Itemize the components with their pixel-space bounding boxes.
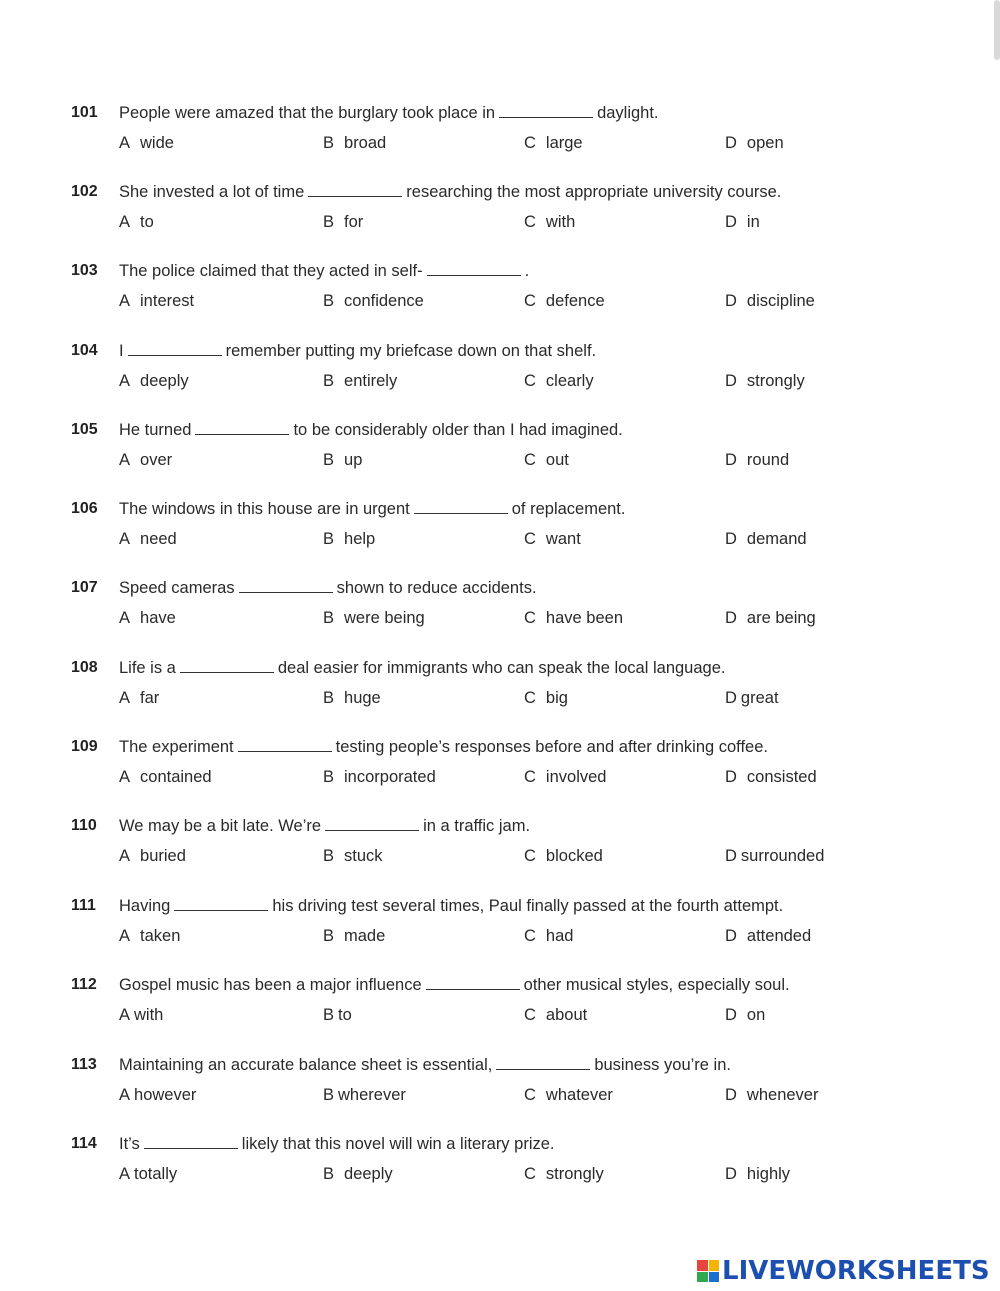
option-letter: B xyxy=(323,768,335,786)
question-105 xyxy=(0,418,1000,478)
option-a[interactable] xyxy=(119,765,212,789)
option-letter: A xyxy=(119,451,131,469)
option-text: whenever xyxy=(746,1086,819,1104)
question-number: 111 xyxy=(71,897,96,914)
question-114 xyxy=(0,1132,1000,1192)
option-c[interactable] xyxy=(524,924,573,948)
option-letter: D xyxy=(725,927,737,945)
option-text: interest xyxy=(140,292,195,310)
answer-blank[interactable] xyxy=(180,658,274,673)
option-text: were being xyxy=(344,609,425,627)
option-text: out xyxy=(545,451,569,469)
option-text: for xyxy=(344,213,364,231)
option-text: far xyxy=(140,689,160,707)
option-letter: A xyxy=(119,292,131,310)
answer-blank[interactable] xyxy=(427,261,521,276)
question-101 xyxy=(0,101,1000,161)
option-letter: D xyxy=(725,1086,737,1104)
logo-square xyxy=(709,1272,720,1283)
option-letter: A xyxy=(119,372,131,390)
question-number: 112 xyxy=(71,976,97,993)
option-text: deeply xyxy=(140,372,189,390)
question-text-after: . xyxy=(524,262,530,280)
option-letter: C xyxy=(524,372,536,390)
option-b[interactable] xyxy=(323,289,424,313)
option-text: made xyxy=(344,927,386,945)
logo-text: LIVEWORKSHEETS xyxy=(722,1256,990,1286)
logo-square xyxy=(697,1272,708,1283)
option-d[interactable] xyxy=(725,844,824,868)
option-text: clearly xyxy=(545,372,594,390)
option-letter: B xyxy=(323,1006,335,1024)
option-a[interactable] xyxy=(119,289,194,313)
question-number: 103 xyxy=(71,262,98,279)
option-text: highly xyxy=(746,1165,791,1183)
question-text xyxy=(119,656,725,680)
question-text-after: his driving test several times, Paul finally passed at the fourth attempt. xyxy=(272,897,784,915)
option-d[interactable] xyxy=(725,448,789,472)
question-number: 104 xyxy=(71,342,98,359)
question-number: 107 xyxy=(71,579,98,596)
question-text-after: daylight. xyxy=(597,104,659,122)
question-text xyxy=(119,1053,731,1077)
question-text xyxy=(119,339,596,363)
option-b[interactable] xyxy=(323,369,397,393)
question-104 xyxy=(0,339,1000,399)
question-text-before: People were amazed that the burglary took place in xyxy=(119,104,496,122)
question-text-after: to be considerably older than I had imagined. xyxy=(293,421,623,439)
option-text: deeply xyxy=(344,1165,393,1183)
option-b[interactable] xyxy=(323,1162,393,1186)
option-b[interactable] xyxy=(323,924,385,948)
option-text: totally xyxy=(134,1165,178,1183)
option-letter: B xyxy=(323,927,335,945)
question-number: 108 xyxy=(71,659,98,676)
option-letter: B xyxy=(323,372,335,390)
option-c[interactable] xyxy=(524,527,581,551)
option-letter: C xyxy=(524,927,536,945)
option-text: great xyxy=(740,689,779,707)
option-letter: A xyxy=(119,1006,131,1024)
option-a[interactable] xyxy=(119,131,174,155)
option-text: involved xyxy=(545,768,607,786)
option-b[interactable] xyxy=(323,448,362,472)
option-a[interactable] xyxy=(119,1003,163,1027)
question-108 xyxy=(0,656,1000,716)
option-text: contained xyxy=(140,768,212,786)
option-a[interactable] xyxy=(119,1083,196,1107)
option-letter: D xyxy=(725,768,737,786)
liveworksheets-logo[interactable] xyxy=(697,1255,997,1287)
option-c[interactable] xyxy=(524,606,623,630)
option-letter: D xyxy=(725,1165,737,1183)
option-d[interactable] xyxy=(725,924,811,948)
question-number: 101 xyxy=(71,104,98,121)
answer-blank[interactable] xyxy=(238,737,332,752)
option-text: big xyxy=(545,689,568,707)
option-text: wherever xyxy=(338,1086,406,1104)
option-letter: D xyxy=(725,372,737,390)
option-text: surrounded xyxy=(740,847,825,865)
option-text: to xyxy=(140,213,154,231)
question-number: 109 xyxy=(71,738,98,755)
option-d[interactable] xyxy=(725,686,779,710)
option-text: over xyxy=(140,451,173,469)
option-letter: D xyxy=(725,530,737,548)
answer-blank[interactable] xyxy=(174,896,268,911)
question-text-before: The windows in this house are in urgent xyxy=(119,500,410,518)
question-text-after: likely that this novel will win a literary prize. xyxy=(241,1135,555,1153)
question-text xyxy=(119,259,529,283)
question-110 xyxy=(0,814,1000,874)
question-111 xyxy=(0,894,1000,954)
question-text xyxy=(119,973,790,997)
question-text xyxy=(119,497,625,521)
option-letter: A xyxy=(119,213,131,231)
question-text-after: deal easier for immigrants who can speak the local language. xyxy=(277,659,726,677)
option-letter: A xyxy=(119,1086,131,1104)
question-text xyxy=(119,735,768,759)
question-text xyxy=(119,814,530,838)
option-text: need xyxy=(140,530,177,548)
option-text: demand xyxy=(746,530,807,548)
option-letter: A xyxy=(119,847,131,865)
question-text-before: Maintaining an accurate balance sheet is essential, xyxy=(119,1056,493,1074)
option-text: are being xyxy=(746,609,816,627)
option-a[interactable] xyxy=(119,606,176,630)
option-text: with xyxy=(545,213,576,231)
option-d[interactable] xyxy=(725,369,805,393)
option-letter: B xyxy=(323,134,335,152)
question-text xyxy=(119,418,623,442)
option-letter: C xyxy=(524,451,536,469)
option-letter: C xyxy=(524,213,536,231)
option-d[interactable] xyxy=(725,1003,765,1027)
question-text-after: in a traffic jam. xyxy=(423,817,531,835)
question-text-after: remember putting my briefcase down on that shelf. xyxy=(225,342,597,360)
question-number: 102 xyxy=(71,183,98,200)
option-c[interactable] xyxy=(524,686,568,710)
option-c[interactable] xyxy=(524,210,575,234)
answer-blank[interactable] xyxy=(426,975,520,990)
option-letter: D xyxy=(725,847,737,865)
option-a[interactable] xyxy=(119,1162,177,1186)
question-text-after: researching the most appropriate university course. xyxy=(406,183,782,201)
option-b[interactable] xyxy=(323,527,375,551)
option-a[interactable] xyxy=(119,210,154,234)
option-c[interactable] xyxy=(524,448,569,472)
option-letter: C xyxy=(524,689,536,707)
option-text: had xyxy=(545,927,574,945)
option-letter: B xyxy=(323,213,335,231)
question-text-after: testing people’s responses before and after drinking coffee. xyxy=(335,738,768,756)
option-text: in xyxy=(746,213,760,231)
option-b[interactable] xyxy=(323,1083,406,1107)
question-number: 113 xyxy=(71,1056,97,1073)
option-letter: C xyxy=(524,1006,536,1024)
question-text-before: I xyxy=(119,342,124,360)
question-107 xyxy=(0,576,1000,636)
option-c[interactable] xyxy=(524,369,594,393)
option-letter: A xyxy=(119,689,131,707)
question-text-before: We may be a bit late. We’re xyxy=(119,817,322,835)
option-text: huge xyxy=(344,689,381,707)
option-b[interactable] xyxy=(323,765,436,789)
option-text: defence xyxy=(545,292,605,310)
question-text xyxy=(119,101,659,125)
option-letter: C xyxy=(524,134,536,152)
option-a[interactable] xyxy=(119,924,180,948)
option-d[interactable] xyxy=(725,289,815,313)
option-a[interactable] xyxy=(119,369,189,393)
option-text: have been xyxy=(545,609,623,627)
option-text: large xyxy=(545,134,583,152)
option-text: open xyxy=(746,134,784,152)
option-c[interactable] xyxy=(524,1083,613,1107)
option-text: blocked xyxy=(545,847,603,865)
option-text: however xyxy=(134,1086,197,1104)
option-letter: D xyxy=(725,689,737,707)
question-text xyxy=(119,180,781,204)
option-text: stuck xyxy=(344,847,383,865)
question-text-before: The police claimed that they acted in self- xyxy=(119,262,423,280)
answer-blank[interactable] xyxy=(325,816,419,831)
question-text-after: other musical styles, especially soul. xyxy=(523,976,790,994)
option-letter: D xyxy=(725,134,737,152)
answer-blank[interactable] xyxy=(239,578,333,593)
option-c[interactable] xyxy=(524,289,605,313)
option-letter: A xyxy=(119,768,131,786)
option-c[interactable] xyxy=(524,1003,587,1027)
question-number: 110 xyxy=(71,817,97,834)
option-text: on xyxy=(746,1006,766,1024)
answer-blank[interactable] xyxy=(499,103,593,118)
option-text: taken xyxy=(140,927,181,945)
option-d[interactable] xyxy=(725,1083,818,1107)
question-number: 106 xyxy=(71,500,98,517)
option-letter: B xyxy=(323,689,335,707)
scrollbar[interactable] xyxy=(994,0,1000,60)
option-letter: B xyxy=(323,609,335,627)
option-letter: A xyxy=(119,134,131,152)
option-letter: A xyxy=(119,1165,131,1183)
option-letter: B xyxy=(323,1086,335,1104)
option-a[interactable] xyxy=(119,686,159,710)
question-text-after: business you’re in. xyxy=(594,1056,731,1074)
option-text: broad xyxy=(344,134,387,152)
option-letter: D xyxy=(725,213,737,231)
option-c[interactable] xyxy=(524,131,583,155)
question-text xyxy=(119,1132,555,1156)
question-text xyxy=(119,576,537,600)
option-b[interactable] xyxy=(323,686,381,710)
question-text-before: Having xyxy=(119,897,171,915)
question-text-before: It’s xyxy=(119,1135,140,1153)
question-number: 105 xyxy=(71,421,98,438)
option-a[interactable] xyxy=(119,527,177,551)
option-text: confidence xyxy=(344,292,424,310)
question-number: 114 xyxy=(71,1135,97,1152)
option-text: strongly xyxy=(545,1165,604,1183)
option-text: want xyxy=(545,530,581,548)
option-a[interactable] xyxy=(119,844,186,868)
option-letter: D xyxy=(725,1006,737,1024)
option-text: discipline xyxy=(746,292,815,310)
liveworksheets-logo-icon xyxy=(697,1260,719,1282)
option-d[interactable] xyxy=(725,765,817,789)
question-102 xyxy=(0,180,1000,240)
option-text: wide xyxy=(140,134,174,152)
option-d[interactable] xyxy=(725,527,807,551)
answer-blank[interactable] xyxy=(496,1055,590,1070)
option-letter: B xyxy=(323,530,335,548)
option-d[interactable] xyxy=(725,606,816,630)
option-b[interactable] xyxy=(323,606,425,630)
option-text: with xyxy=(134,1006,164,1024)
question-text-before: Life is a xyxy=(119,659,176,677)
question-text-before: She invested a lot of time xyxy=(119,183,305,201)
answer-blank[interactable] xyxy=(195,420,289,435)
question-text-before: He turned xyxy=(119,421,192,439)
option-a[interactable] xyxy=(119,448,172,472)
question-text-after: shown to reduce accidents. xyxy=(336,579,537,597)
option-text: up xyxy=(344,451,363,469)
question-103 xyxy=(0,259,1000,319)
option-letter: A xyxy=(119,927,131,945)
option-text: to xyxy=(338,1006,352,1024)
question-112 xyxy=(0,973,1000,1033)
option-d[interactable] xyxy=(725,1162,790,1186)
option-text: have xyxy=(140,609,176,627)
option-text: entirely xyxy=(344,372,398,390)
option-letter: D xyxy=(725,292,737,310)
question-text-after: of replacement. xyxy=(511,500,626,518)
logo-square xyxy=(697,1260,708,1271)
option-c[interactable] xyxy=(524,1162,604,1186)
option-letter: C xyxy=(524,292,536,310)
option-text: incorporated xyxy=(344,768,436,786)
option-c[interactable] xyxy=(524,844,603,868)
option-letter: C xyxy=(524,1165,536,1183)
option-letter: C xyxy=(524,1086,536,1104)
option-text: strongly xyxy=(746,372,805,390)
question-text-before: Speed cameras xyxy=(119,579,235,597)
logo-square xyxy=(709,1260,720,1271)
option-text: attended xyxy=(746,927,812,945)
answer-blank[interactable] xyxy=(144,1134,238,1149)
option-letter: D xyxy=(725,451,737,469)
option-letter: B xyxy=(323,292,335,310)
option-b[interactable] xyxy=(323,1003,352,1027)
option-d[interactable] xyxy=(725,210,760,234)
option-letter: A xyxy=(119,530,131,548)
option-text: whatever xyxy=(545,1086,613,1104)
option-letter: C xyxy=(524,847,536,865)
question-text xyxy=(119,894,783,918)
option-letter: C xyxy=(524,768,536,786)
question-106 xyxy=(0,497,1000,557)
option-letter: C xyxy=(524,609,536,627)
question-109 xyxy=(0,735,1000,795)
option-b[interactable] xyxy=(323,844,383,868)
option-text: help xyxy=(344,530,376,548)
answer-blank[interactable] xyxy=(308,182,402,197)
question-text-before: Gospel music has been a major influence xyxy=(119,976,422,994)
answer-blank[interactable] xyxy=(128,341,222,356)
option-letter: A xyxy=(119,609,131,627)
option-c[interactable] xyxy=(524,765,606,789)
option-letter: C xyxy=(524,530,536,548)
option-d[interactable] xyxy=(725,131,784,155)
option-letter: B xyxy=(323,847,335,865)
option-b[interactable] xyxy=(323,131,386,155)
option-letter: D xyxy=(725,609,737,627)
option-b[interactable] xyxy=(323,210,363,234)
option-text: buried xyxy=(140,847,186,865)
answer-blank[interactable] xyxy=(414,499,508,514)
option-letter: B xyxy=(323,451,335,469)
option-text: round xyxy=(746,451,790,469)
question-113 xyxy=(0,1053,1000,1113)
question-text-before: The experiment xyxy=(119,738,234,756)
option-text: consisted xyxy=(746,768,817,786)
option-letter: B xyxy=(323,1165,335,1183)
option-text: about xyxy=(545,1006,588,1024)
